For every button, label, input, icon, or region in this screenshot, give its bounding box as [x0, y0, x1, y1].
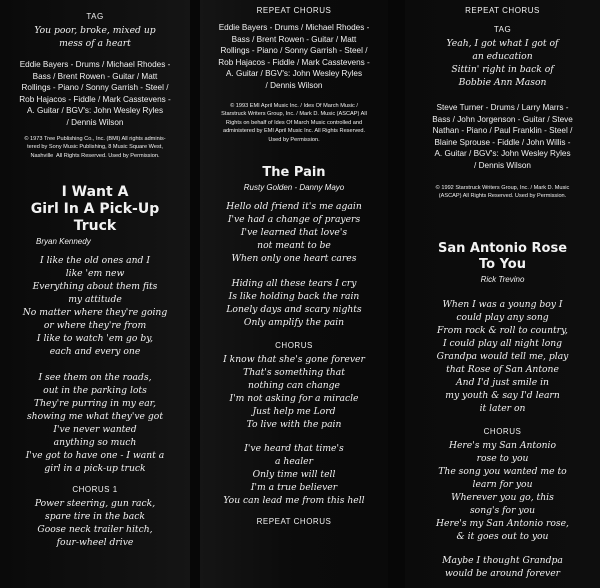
- song-title: The Pain: [262, 164, 326, 180]
- copyright-notice: © 1992 Starstruck Writers Group, Inc. / Mark D. Music (ASCAP) All Rights Reserved. Used by Permission.: [435, 184, 570, 200]
- tag-lyrics: Yeah, I got what I got of an education Sittin' right in back of Bobbie Ann Mason: [446, 38, 559, 88]
- verse-2: Hiding all these tears I cry Is like holding back the rain Lonely days and scary nights Only amplify the pain: [226, 277, 362, 328]
- song-title: I Want A Girl In A Pick-Up Truck: [30, 184, 160, 235]
- musician-credits: Eddie Bayers - Drums / Michael Rhodes - Bass / Brent Rowen - Guitar / Matt Rollings - Piano / Sonny Garrish - Steel / Rob Hajacos - Fiddle / Mark Casstevens - A. Guitar / BGV's: John Wesley Ryles / Dennis Wilson: [19, 60, 171, 127]
- repeat-chorus-header: REPEAT CHORUS: [256, 6, 332, 15]
- chorus-lyrics: I know that she's gone forever That's something that nothing can change I'm not asking for a miracle Just help me Lord To live with the pain: [223, 353, 365, 430]
- repeat-chorus-header: REPEAT CHORUS: [465, 6, 540, 15]
- column-left: [0, 0, 190, 588]
- verse-2: I see them on the roads, out in the parking lots They're purring in my ear, showing me what they've got I've never wanted anything so much I've got to have one - I want a girl in a pick-up truck: [25, 372, 165, 475]
- tag-lyrics: You poor, broke, mixed up mess of a heart: [34, 25, 156, 49]
- musician-credits: Steve Turner - Drums / Larry Marrs - Bass / John Jorgenson - Guitar / Steve Nathan - Piano / Paul Franklin - Steel / Blaine Sprouse - Fiddle / John Willis - A. Guitar / BGV's: John Wesley Ryles / Dennis Wilson: [432, 103, 573, 170]
- song-author: Bryan Kennedy: [36, 237, 91, 247]
- verse-1: Hello old friend it's me again I've had a change of prayers I've learned that love's not meant to be When only one heart cares: [226, 200, 362, 264]
- chorus-header: CHORUS: [483, 426, 522, 436]
- copyright-notice: © 1973 Tree Publishing Co., Inc. (BMI) All rights adminis- tered by Sony Music Publishing, 8 Music Square West, Nashville All Rights Reserved. Used by Permission.: [24, 135, 166, 159]
- verse-1: I like the old ones and I like 'em new Everything about them fits my attitude No matter where they're going or where they're from I like to watch 'em go by, each and every one: [22, 255, 168, 358]
- verse-2: Maybe I thought Grandpa would be around forever: [442, 554, 563, 579]
- song-author: Rusty Golden - Danny Mayo: [243, 182, 345, 192]
- verse-1: When I was a young boy I could play any song From rock & roll to country, I could play all night long Grandpa would tell me, play that Rose of San Antone And I'd just smile in my youth & say I'd learn it later on: [436, 298, 569, 414]
- chorus-lyrics: Here's my San Antonio rose to you The song you wanted me to learn for you Wherever you go, this song's for you Here's my San Antonio rose, & it goes out to you: [436, 439, 569, 542]
- verse-3: I've heard that time's a healer Only time will tell I'm a true believer You can lead me from this hell: [223, 442, 365, 506]
- musician-credits: Eddie Bayers - Drums / Michael Rhodes - Bass / Brent Rowen - Guitar / Matt Rollings - Piano / Sonny Garrish - Steel / Rob Hajacos - Fiddle / Mark Casstevens - A. Guitar / BGV's: John Wesley Ryles / Dennis Wilson: [218, 23, 370, 90]
- tag-header: TAG: [86, 12, 104, 21]
- chorus-header: CHORUS 1: [72, 485, 118, 495]
- repeat-chorus-footer: REPEAT CHORUS: [256, 516, 332, 526]
- column-right: [405, 0, 600, 588]
- chorus-lyrics: Power steering, gun rack, spare tire in the back Goose neck trailer hitch, four-wheel drive: [34, 498, 156, 549]
- column-middle: [200, 0, 388, 588]
- tag-header: TAG: [493, 25, 512, 34]
- song-author: Rick Trevino: [480, 274, 525, 284]
- song-title: San Antonio Rose To You: [437, 240, 568, 272]
- chorus-header: CHORUS: [275, 340, 313, 350]
- copyright-notice: © 1993 EMI April Music Inc. / Ides Of March Music / Starstruck Writers Group, Inc. / Mark D. Music (ASCAP) All Rights on behalf of Ides Of March Music controlled and administered by EMI April Music Inc. All Rights Reserved. Used by Permission.: [221, 102, 367, 143]
